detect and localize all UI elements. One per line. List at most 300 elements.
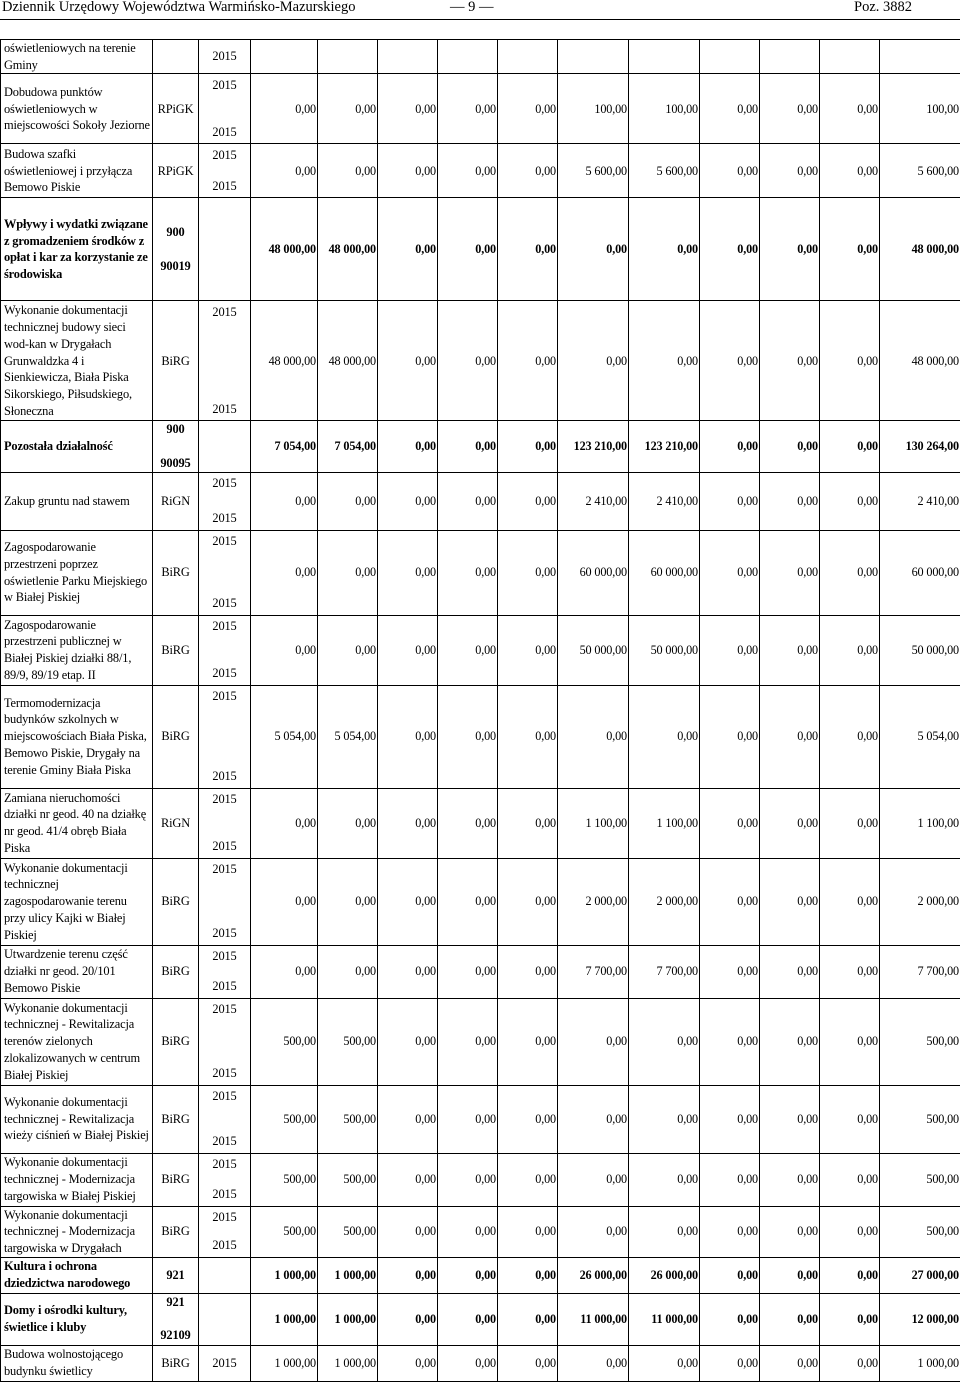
amount-cell: 0,00	[378, 198, 438, 301]
task-name: Termomodernizacja budynków szkolnych w miejscowościach Biała Piska, Bemowo Piskie, Drygały na terenie Gminy Biała Piska	[1, 685, 153, 788]
amount-cell: 0,00	[700, 1153, 760, 1206]
table-row	[1, 858, 960, 945]
year-range	[199, 685, 251, 788]
amount-cell: 0,00	[820, 685, 880, 788]
amount-cell: 50 000,00	[629, 615, 700, 685]
year-value: 2015	[200, 533, 249, 550]
amount-cell: 0,00	[760, 1293, 820, 1345]
amount-cell: 500,00	[880, 998, 960, 1085]
amount-cell	[629, 40, 700, 74]
amount-cell: 1 000,00	[318, 1257, 378, 1293]
amount-cell: 0,00	[558, 1206, 629, 1257]
unit-code: BiRG	[153, 1206, 199, 1257]
amount-cell	[880, 40, 960, 74]
amount-cell: 0,00	[820, 1085, 880, 1153]
amount-cell: 0,00	[760, 301, 820, 421]
amount-cell: 2 410,00	[558, 472, 629, 530]
amount-cell: 48 000,00	[880, 301, 960, 421]
amount-cell: 0,00	[498, 1257, 558, 1293]
amount-cell: 0,00	[378, 74, 438, 144]
table-row	[1, 685, 960, 788]
amount-cell: 5 054,00	[318, 685, 378, 788]
amount-cell: 0,00	[378, 858, 438, 945]
amount-cell: 0,00	[820, 144, 880, 198]
unit-code: BiRG	[153, 1085, 199, 1153]
unit-code: BiRG	[153, 858, 199, 945]
amount-cell: 0,00	[760, 1345, 820, 1381]
amount-cell: 5 600,00	[880, 144, 960, 198]
amount-cell: 2 410,00	[880, 472, 960, 530]
amount-cell: 0,00	[820, 472, 880, 530]
amount-cell	[438, 40, 498, 74]
task-name: Wykonanie dokumentacji technicznej - Rewitalizacja wieży ciśnień w Białej Piskiej	[1, 1085, 153, 1153]
amount-cell: 0,00	[700, 198, 760, 301]
amount-cell: 0,00	[251, 74, 318, 144]
amount-cell: 0,00	[318, 615, 378, 685]
amount-cell: 7 054,00	[318, 421, 378, 472]
year-range	[199, 144, 251, 198]
amount-cell: 0,00	[378, 1345, 438, 1381]
year-value: 2015	[200, 768, 249, 785]
unit-code: RiGN	[153, 788, 199, 858]
amount-cell: 0,00	[700, 530, 760, 615]
unit-code: BiRG	[153, 1345, 199, 1381]
year-value: 2015	[200, 77, 249, 94]
amount-cell: 0,00	[378, 1257, 438, 1293]
amount-cell: 0,00	[438, 144, 498, 198]
amount-cell: 500,00	[880, 1153, 960, 1206]
year-range	[199, 945, 251, 998]
year-range	[199, 198, 251, 301]
table-row	[1, 998, 960, 1085]
amount-cell: 5 054,00	[251, 685, 318, 788]
amount-cell: 1 000,00	[251, 1293, 318, 1345]
amount-cell: 0,00	[318, 858, 378, 945]
amount-cell: 0,00	[378, 685, 438, 788]
amount-cell: 0,00	[760, 788, 820, 858]
year-range	[199, 74, 251, 144]
amount-cell: 500,00	[251, 1085, 318, 1153]
amount-cell: 500,00	[251, 1206, 318, 1257]
amount-cell: 0,00	[498, 198, 558, 301]
unit-code: 921	[153, 1257, 199, 1293]
amount-cell: 0,00	[378, 1153, 438, 1206]
amount-cell: 5 600,00	[629, 144, 700, 198]
year-range	[199, 530, 251, 615]
task-name: Utwardzenie terenu część działki nr geod. 20/101 Bemowo Piskie	[1, 945, 153, 998]
table-row	[1, 615, 960, 685]
amount-cell: 2 000,00	[629, 858, 700, 945]
year-value: 2015	[200, 304, 249, 321]
amount-cell: 0,00	[820, 1293, 880, 1345]
amount-cell: 7 700,00	[629, 945, 700, 998]
amount-cell: 0,00	[438, 301, 498, 421]
journal-title: Dziennik Urzędowy Województwa Warmińsko-Mazurskiego	[2, 0, 356, 16]
amount-cell: 0,00	[438, 1153, 498, 1206]
unit-code: BiRG	[153, 945, 199, 998]
amount-cell: 26 000,00	[629, 1257, 700, 1293]
amount-cell: 1 000,00	[318, 1293, 378, 1345]
task-name: Wpływy i wydatki związane z gromadzeniem środków z opłat i kar za korzystanie ze środowiska	[1, 198, 153, 301]
amount-cell: 48 000,00	[880, 198, 960, 301]
amount-cell: 0,00	[700, 301, 760, 421]
year-value: 2015	[200, 1355, 249, 1372]
unit-code: RiGN	[153, 472, 199, 530]
amount-cell: 500,00	[880, 1085, 960, 1153]
amount-cell: 0,00	[700, 472, 760, 530]
amount-cell: 0,00	[558, 198, 629, 301]
amount-cell: 1 100,00	[558, 788, 629, 858]
amount-cell: 100,00	[629, 74, 700, 144]
amount-cell: 0,00	[438, 1257, 498, 1293]
year-value: 2015	[200, 1088, 249, 1105]
table-body	[1, 40, 960, 1382]
amount-cell: 0,00	[558, 685, 629, 788]
amount-cell: 0,00	[760, 945, 820, 998]
year-range	[199, 1345, 251, 1381]
unit-code: BiRG	[153, 998, 199, 1085]
amount-cell: 0,00	[820, 1257, 880, 1293]
amount-cell: 7 700,00	[880, 945, 960, 998]
amount-cell: 48 000,00	[318, 301, 378, 421]
amount-cell: 48 000,00	[318, 198, 378, 301]
amount-cell: 0,00	[760, 1257, 820, 1293]
amount-cell: 0,00	[820, 421, 880, 472]
table-row	[1, 1257, 960, 1293]
amount-cell: 500,00	[318, 1153, 378, 1206]
year-value: 2015	[200, 124, 249, 141]
amount-cell: 0,00	[498, 472, 558, 530]
amount-cell: 0,00	[251, 788, 318, 858]
amount-cell: 0,00	[629, 1345, 700, 1381]
amount-cell: 0,00	[820, 1206, 880, 1257]
amount-cell: 2 410,00	[629, 472, 700, 530]
task-name: Wykonanie dokumentacji technicznej - Modernizacja targowiska w Drygałach	[1, 1206, 153, 1257]
amount-cell	[558, 40, 629, 74]
amount-cell: 50 000,00	[558, 615, 629, 685]
amount-cell: 0,00	[629, 1206, 700, 1257]
amount-cell: 0,00	[820, 615, 880, 685]
task-name: Zakup gruntu nad stawem	[1, 472, 153, 530]
amount-cell: 0,00	[558, 1085, 629, 1153]
amount-cell: 0,00	[498, 685, 558, 788]
page-header	[0, 0, 960, 20]
amount-cell: 0,00	[438, 74, 498, 144]
table-row	[1, 301, 960, 421]
unit-code: BiRG	[153, 685, 199, 788]
unit-code: BiRG	[153, 615, 199, 685]
table-row	[1, 472, 960, 530]
year-value: 2015	[200, 665, 249, 682]
amount-cell: 0,00	[438, 685, 498, 788]
amount-cell: 0,00	[378, 144, 438, 198]
table-row	[1, 530, 960, 615]
unit-code: BiRG	[153, 1153, 199, 1206]
amount-cell: 0,00	[498, 530, 558, 615]
task-name: Wykonanie dokumentacji technicznej - Modernizacja targowiska w Białej Piskiej	[1, 1153, 153, 1206]
table-row	[1, 1153, 960, 1206]
amount-cell: 5 054,00	[880, 685, 960, 788]
amount-cell: 0,00	[760, 1206, 820, 1257]
amount-cell: 0,00	[820, 530, 880, 615]
amount-cell: 0,00	[378, 1206, 438, 1257]
amount-cell: 0,00	[438, 615, 498, 685]
year-value: 2015	[200, 178, 249, 195]
amount-cell: 0,00	[629, 198, 700, 301]
amount-cell: 0,00	[820, 74, 880, 144]
amount-cell: 100,00	[880, 74, 960, 144]
amount-cell: 500,00	[251, 1153, 318, 1206]
amount-cell: 0,00	[558, 301, 629, 421]
amount-cell: 1 000,00	[318, 1345, 378, 1381]
amount-cell: 0,00	[558, 1153, 629, 1206]
year-range	[199, 1257, 251, 1293]
task-name: Dobudowa punktów oświetleniowych w miejscowości Sokoły Jeziorne	[1, 74, 153, 144]
year-range	[199, 788, 251, 858]
task-name: Wykonanie dokumentacji technicznej zagospodarowanie terenu przy ulicy Kajki w Białej Piskiej	[1, 858, 153, 945]
amount-cell: 2 000,00	[880, 858, 960, 945]
amount-cell	[700, 40, 760, 74]
year-value: 2015	[200, 688, 249, 705]
amount-cell: 0,00	[318, 945, 378, 998]
amount-cell: 0,00	[760, 144, 820, 198]
task-name: Zagospodarowanie przestrzeni publicznej w Białej Piskiej działki 88/1, 89/9, 89/19 etap. II	[1, 615, 153, 685]
amount-cell	[760, 40, 820, 74]
task-name: Kultura i ochrona dziedzictwa narodowego	[1, 1257, 153, 1293]
header-rule	[0, 19, 960, 20]
amount-cell: 500,00	[318, 1085, 378, 1153]
year-value: 2015	[200, 925, 249, 942]
amount-cell: 0,00	[629, 998, 700, 1085]
year-range	[199, 1293, 251, 1345]
amount-cell: 0,00	[820, 945, 880, 998]
year-range	[199, 858, 251, 945]
amount-cell: 0,00	[498, 998, 558, 1085]
amount-cell: 0,00	[498, 615, 558, 685]
year-value: 2015	[200, 1186, 249, 1203]
year-value: 2015	[200, 1133, 249, 1150]
task-name: Budowa wolnostojącego budynku świetlicy	[1, 1345, 153, 1381]
year-value: 2015	[200, 978, 249, 995]
amount-cell: 60 000,00	[880, 530, 960, 615]
amount-cell: 0,00	[760, 998, 820, 1085]
task-name: Budowa szafki oświetleniowej i przyłącza Bemowo Piskie	[1, 144, 153, 198]
amount-cell: 0,00	[820, 198, 880, 301]
amount-cell: 0,00	[498, 788, 558, 858]
page-number: — 9 —	[450, 0, 494, 16]
amount-cell: 0,00	[378, 301, 438, 421]
year-value: 2015	[200, 1001, 249, 1018]
amount-cell: 0,00	[700, 1345, 760, 1381]
amount-cell: 0,00	[820, 301, 880, 421]
amount-cell: 0,00	[760, 530, 820, 615]
amount-cell: 1 000,00	[251, 1257, 318, 1293]
amount-cell: 0,00	[700, 1293, 760, 1345]
year-value: 2015	[200, 595, 249, 612]
unit-code: RPiGK	[153, 74, 199, 144]
unit-code: 900 90095	[153, 421, 199, 472]
amount-cell: 0,00	[700, 74, 760, 144]
amount-cell	[251, 40, 318, 74]
year-value: 2015	[200, 1065, 249, 1082]
amount-cell: 500,00	[318, 998, 378, 1085]
amount-cell: 50 000,00	[880, 615, 960, 685]
amount-cell: 0,00	[438, 998, 498, 1085]
amount-cell: 0,00	[498, 1153, 558, 1206]
amount-cell: 0,00	[498, 945, 558, 998]
amount-cell: 0,00	[760, 1085, 820, 1153]
amount-cell: 0,00	[760, 858, 820, 945]
amount-cell: 0,00	[820, 998, 880, 1085]
year-value: 2015	[200, 147, 249, 164]
year-value: 2015	[200, 1156, 249, 1173]
year-range	[199, 472, 251, 530]
amount-cell: 0,00	[498, 74, 558, 144]
amount-cell: 130 264,00	[880, 421, 960, 472]
amount-cell: 0,00	[558, 998, 629, 1085]
position-number: Poz. 3882	[854, 0, 912, 16]
amount-cell: 0,00	[378, 1293, 438, 1345]
amount-cell: 123 210,00	[629, 421, 700, 472]
budget-table	[0, 39, 960, 1382]
amount-cell: 0,00	[251, 530, 318, 615]
amount-cell: 0,00	[378, 788, 438, 858]
amount-cell	[820, 40, 880, 74]
year-range	[199, 998, 251, 1085]
amount-cell: 0,00	[251, 945, 318, 998]
amount-cell: 0,00	[251, 472, 318, 530]
amount-cell: 0,00	[378, 998, 438, 1085]
amount-cell: 0,00	[700, 998, 760, 1085]
amount-cell: 26 000,00	[558, 1257, 629, 1293]
amount-cell: 0,00	[498, 1345, 558, 1381]
amount-cell: 60 000,00	[558, 530, 629, 615]
year-range	[199, 1085, 251, 1153]
amount-cell: 0,00	[498, 1206, 558, 1257]
year-value: 2015	[200, 48, 249, 65]
task-name: Domy i ośrodki kultury, świetlice i kluby	[1, 1293, 153, 1345]
year-value: 2015	[200, 475, 249, 492]
amount-cell: 0,00	[700, 615, 760, 685]
table-row	[1, 421, 960, 472]
amount-cell: 0,00	[820, 858, 880, 945]
amount-cell: 0,00	[700, 1085, 760, 1153]
amount-cell: 0,00	[629, 1153, 700, 1206]
amount-cell: 0,00	[629, 1085, 700, 1153]
amount-cell: 11 000,00	[629, 1293, 700, 1345]
amount-cell: 0,00	[378, 421, 438, 472]
table-row	[1, 945, 960, 998]
amount-cell: 11 000,00	[558, 1293, 629, 1345]
amount-cell: 0,00	[498, 858, 558, 945]
year-range	[199, 301, 251, 421]
amount-cell: 0,00	[251, 858, 318, 945]
task-name: Wykonanie dokumentacji technicznej - Rewitalizacja terenów zielonych zlokalizowanych w centrum Białej Piskiej	[1, 998, 153, 1085]
unit-code: BiRG	[153, 530, 199, 615]
table-row	[1, 1085, 960, 1153]
amount-cell: 1 100,00	[880, 788, 960, 858]
amount-cell: 0,00	[318, 530, 378, 615]
unit-code: 900 90019	[153, 198, 199, 301]
amount-cell: 0,00	[820, 1345, 880, 1381]
unit-code: RPiGK	[153, 144, 199, 198]
amount-cell: 500,00	[251, 998, 318, 1085]
amount-cell: 27 000,00	[880, 1257, 960, 1293]
amount-cell: 0,00	[438, 788, 498, 858]
table-row	[1, 1293, 960, 1345]
year-value: 2015	[200, 838, 249, 855]
amount-cell: 0,00	[760, 198, 820, 301]
amount-cell: 0,00	[498, 301, 558, 421]
amount-cell: 7 054,00	[251, 421, 318, 472]
amount-cell	[378, 40, 438, 74]
amount-cell: 0,00	[700, 144, 760, 198]
task-name: Wykonanie dokumentacji technicznej budowy sieci wod-kan w Drygałach Grunwaldzka 4 i Sienkiewicza, Biała Piska Sikorskiego, Piłsudskiego, Słoneczna	[1, 301, 153, 421]
amount-cell: 0,00	[498, 144, 558, 198]
amount-cell: 1 000,00	[880, 1345, 960, 1381]
amount-cell: 0,00	[438, 1206, 498, 1257]
amount-cell: 0,00	[438, 858, 498, 945]
task-name: Zamiana nieruchomości działki nr geod. 40 na działkę nr geod. 41/4 obręb Biała Piska	[1, 788, 153, 858]
unit-code	[153, 40, 199, 74]
amount-cell: 7 700,00	[558, 945, 629, 998]
amount-cell: 0,00	[378, 1085, 438, 1153]
amount-cell: 0,00	[760, 1153, 820, 1206]
amount-cell: 0,00	[760, 472, 820, 530]
table-row	[1, 788, 960, 858]
table-row	[1, 74, 960, 144]
amount-cell: 0,00	[438, 472, 498, 530]
amount-cell: 0,00	[700, 945, 760, 998]
amount-cell: 0,00	[438, 421, 498, 472]
amount-cell: 0,00	[760, 74, 820, 144]
amount-cell: 0,00	[318, 144, 378, 198]
amount-cell: 0,00	[700, 858, 760, 945]
amount-cell: 0,00	[378, 472, 438, 530]
amount-cell: 60 000,00	[629, 530, 700, 615]
amount-cell: 0,00	[700, 685, 760, 788]
amount-cell: 0,00	[318, 472, 378, 530]
amount-cell: 0,00	[438, 198, 498, 301]
amount-cell: 0,00	[760, 685, 820, 788]
unit-code: 921 92109	[153, 1293, 199, 1345]
year-value: 2015	[200, 861, 249, 878]
amount-cell: 0,00	[629, 685, 700, 788]
amount-cell: 0,00	[378, 615, 438, 685]
amount-cell: 48 000,00	[251, 198, 318, 301]
amount-cell: 12 000,00	[880, 1293, 960, 1345]
year-range	[199, 40, 251, 74]
amount-cell: 0,00	[438, 1085, 498, 1153]
amount-cell: 0,00	[820, 788, 880, 858]
amount-cell: 0,00	[438, 530, 498, 615]
year-value: 2015	[200, 948, 249, 965]
amount-cell: 123 210,00	[558, 421, 629, 472]
table-row	[1, 144, 960, 198]
task-name: Zagospodarowanie przestrzeni poprzez oświetlenie Parku Miejskiego w Białej Piskiej	[1, 530, 153, 615]
task-name: oświetleniowych na terenie Gminy	[1, 40, 153, 74]
amount-cell: 0,00	[498, 1085, 558, 1153]
amount-cell: 0,00	[700, 788, 760, 858]
table-row	[1, 1345, 960, 1381]
amount-cell: 2 000,00	[558, 858, 629, 945]
amount-cell	[318, 40, 378, 74]
year-range	[199, 1206, 251, 1257]
amount-cell: 48 000,00	[251, 301, 318, 421]
amount-cell: 0,00	[558, 1345, 629, 1381]
year-value: 2015	[200, 791, 249, 808]
amount-cell: 0,00	[438, 1345, 498, 1381]
